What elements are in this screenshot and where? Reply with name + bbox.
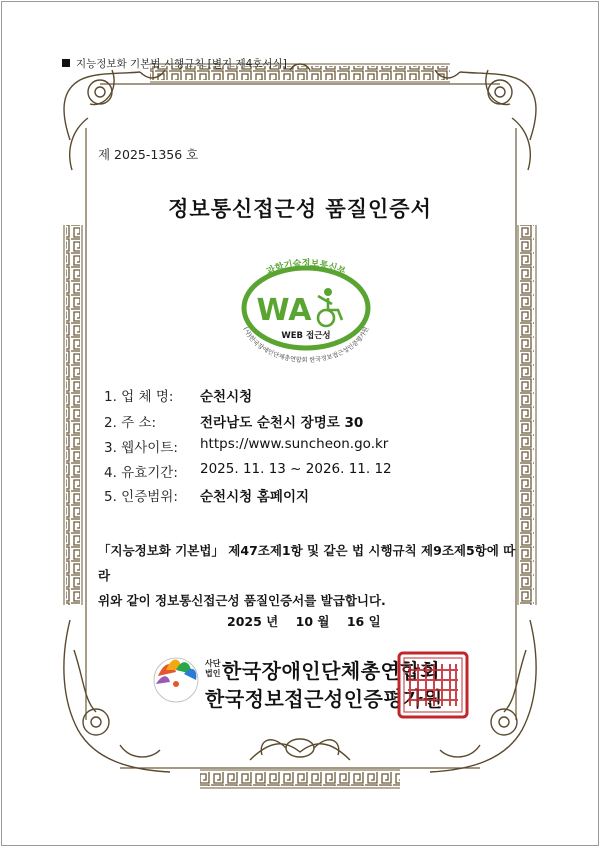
statement-line-2: 위와 같이 정보통신접근성 품질인증서를 발급합니다. <box>98 593 386 608</box>
org-prefix: 사단 법인 <box>205 659 221 678</box>
field-value: 2025. 11. 13 ~ 2026. 11. 12 <box>200 461 392 477</box>
field-label: 2. 주 소: <box>104 415 157 431</box>
bullet-square-icon <box>62 59 70 67</box>
official-seal-stamp <box>396 650 470 720</box>
mark-wa-text: WA <box>256 293 312 328</box>
field-label: 4. 유효기간: <box>104 465 178 481</box>
field-label: 5. 인증범위: <box>104 489 178 505</box>
issuer-federation: 한국장애인단체총연합회 <box>222 659 441 683</box>
issue-date: 2025 년 10 월 16 일 <box>227 614 381 629</box>
statement-line-1: 「지능정보화 기본법」 제47조제1항 및 같은 법 시행규칙 제9조제5항에 따라 <box>98 543 516 583</box>
field-value: 전라남도 순천시 장명로 30 <box>200 415 364 431</box>
mark-arc-text: 과학기술정보통신부 <box>265 259 347 278</box>
certificate-title: 정보통신접근성 품질인증서 <box>168 197 432 221</box>
field-label: 3. 웹사이트: <box>104 440 178 456</box>
certificate-number: 제 2025-1356 호 <box>98 147 199 162</box>
mark-web-text: WEB 접근성 <box>281 331 331 341</box>
federation-logo-icon <box>148 650 204 706</box>
issuance-statement <box>98 538 518 613</box>
law-reference-note <box>62 56 287 71</box>
field-value: 순천시청 <box>200 389 253 405</box>
mark-bottom-text: (사)한국장애인단체총연합회 한국정보접근성인증평가원 <box>241 325 371 365</box>
field-value: 순천시청 홈페이지 <box>200 489 310 505</box>
law-reference-text: 지능정보화 기본법 시행규칙 [별지 제4호서식] <box>76 58 287 70</box>
field-value: https://www.suncheon.go.kr <box>200 436 389 452</box>
web-accessibility-mark <box>224 258 388 366</box>
issuer-institute: 한국정보접근성인증평가원 <box>205 687 443 711</box>
field-label: 1. 업 체 명: <box>104 389 174 405</box>
